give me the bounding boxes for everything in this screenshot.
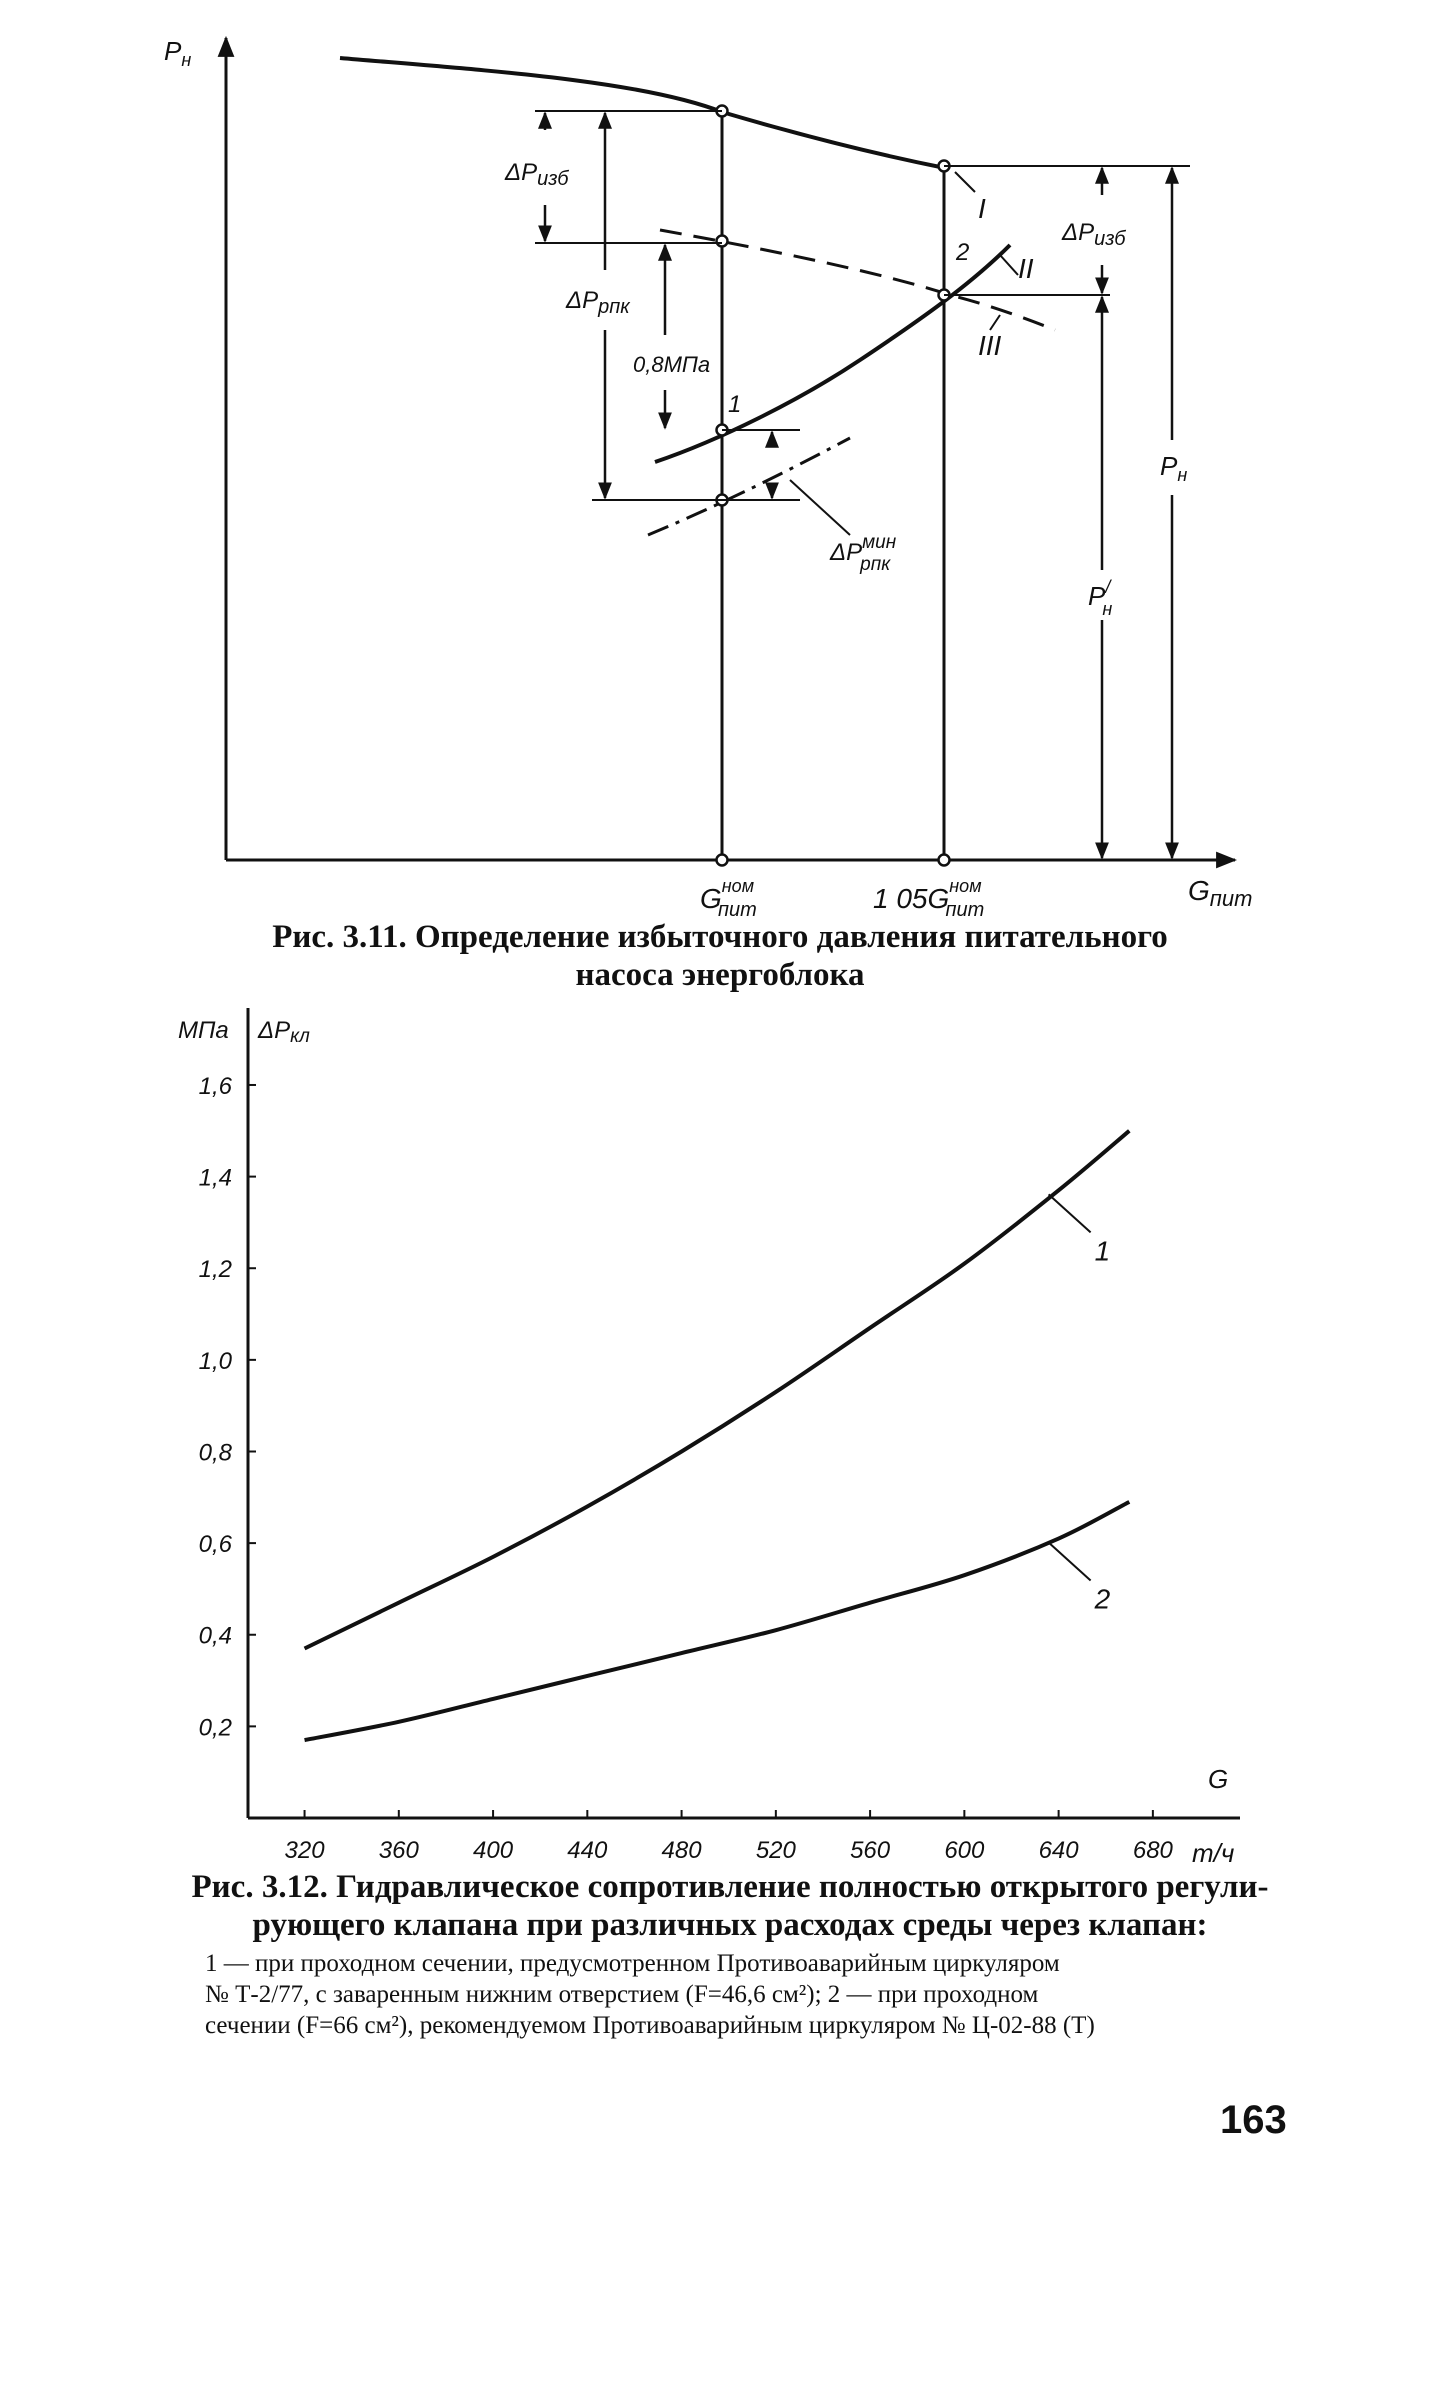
label-dp-izb-right: $\Delta P_{изб}$ bbox=[1062, 219, 1126, 250]
label-08mpa: 0,8МПа bbox=[633, 352, 711, 377]
fig312-caption bbox=[180, 1868, 1280, 1944]
label-dp-rpk: $\Delta P_{рпк}$ bbox=[566, 287, 630, 318]
x-tick-label: 400 bbox=[473, 1837, 514, 1864]
x-tick-label: 520 bbox=[755, 1837, 796, 1864]
point-1-label: 1 bbox=[728, 391, 742, 418]
fig312-caption-line2: рующего клапана при различных расходах среды через клапан: bbox=[252, 1907, 1208, 1943]
series-leader-2 bbox=[1049, 1543, 1091, 1581]
x-tick-label: 320 bbox=[284, 1837, 325, 1864]
curve-I bbox=[340, 58, 945, 168]
x-tick-label: 360 bbox=[378, 1837, 419, 1864]
label-pn-right: $P_н$ bbox=[1160, 451, 1188, 485]
label-dp-izb-left: $\Delta P_{изб}$ bbox=[505, 159, 569, 190]
y-tick-label: 0,8 bbox=[198, 1439, 232, 1467]
series-line-1 bbox=[305, 1131, 1130, 1649]
figure-3-11 bbox=[0, 0, 1439, 1000]
x-tick-label: 560 bbox=[850, 1837, 891, 1864]
y-tick-label: 1,2 bbox=[198, 1256, 232, 1284]
fig312-legend-line2: № Т-2/77, с заваренным нижним отверстием (F=46,6 см²); 2 — при проходном bbox=[205, 1981, 1039, 2008]
series-label-2: 2 bbox=[1094, 1583, 1111, 1615]
chart-x-unit: т/ч bbox=[1192, 1838, 1235, 1868]
fig312-legend-line1: 1 — при проходном сечении, предусмотренном Противоаварийным циркуляром bbox=[205, 1950, 1060, 1977]
chart-ylabel-unit: МПа bbox=[178, 1017, 229, 1044]
point-2-label: 2 bbox=[956, 239, 970, 266]
page-number: 163 bbox=[1220, 2098, 1287, 2142]
curve-III-label: III bbox=[978, 330, 1002, 361]
y-tick-label: 0,6 bbox=[198, 1531, 232, 1559]
curve-II-label: II bbox=[1018, 253, 1034, 284]
fig311-caption-line2: насоса энергоблока bbox=[575, 957, 865, 993]
x-tick-label: 640 bbox=[1038, 1837, 1079, 1864]
fig311-y-axis-label: $P_н$ bbox=[164, 36, 192, 70]
fig312-legend-line3: сечении (F=66 см²), рекомендуемом Противоаварийным циркуляром № Ц-02-88 (Т) bbox=[205, 2012, 1095, 2039]
fig312-legend bbox=[205, 1948, 1305, 2041]
fig311-points bbox=[717, 106, 950, 866]
series-line-2 bbox=[305, 1502, 1130, 1740]
series-label-1: 1 bbox=[1094, 1235, 1111, 1267]
y-tick-label: 1,4 bbox=[198, 1164, 232, 1192]
y-tick-label: 1,0 bbox=[198, 1347, 232, 1375]
chart-xlabel: G bbox=[1208, 1764, 1229, 1794]
fig311-x-axis-label: $G_{пит}$ bbox=[1188, 875, 1253, 911]
x-tick-gnom: $G^{ном}$ пит bbox=[700, 876, 757, 921]
y-tick-label: 0,2 bbox=[198, 1714, 232, 1742]
x-tick-label: 480 bbox=[661, 1837, 702, 1864]
chart-ylabel-symbol: ΔPкл bbox=[258, 1017, 310, 1047]
x-tick-label: 680 bbox=[1132, 1837, 1173, 1864]
label-pn-prime: P/ н bbox=[1088, 577, 1113, 619]
x-tick-label: 600 bbox=[944, 1837, 985, 1864]
y-tick-label: 0,4 bbox=[198, 1622, 232, 1650]
series-leader-1 bbox=[1049, 1194, 1091, 1232]
fig311-caption bbox=[200, 918, 1240, 994]
label-dp-rpk-min: $\Delta P^{мин}$ рпк bbox=[830, 532, 897, 575]
fig312-caption-line1: Рис. 3.12. Гидравлическое сопротивление полностью открытого регули- bbox=[191, 1869, 1269, 1905]
x-tick-105gnom: 1 $05G^{ном}$ пит bbox=[873, 876, 985, 921]
figure-3-12-chart bbox=[0, 990, 1439, 1870]
y-tick-label: 1,6 bbox=[198, 1072, 232, 1100]
x-tick-label: 440 bbox=[567, 1837, 608, 1864]
curve-I-label: I bbox=[978, 193, 986, 224]
fig311-caption-line1: Рис. 3.11. Определение избыточного давления питательного bbox=[272, 919, 1168, 955]
